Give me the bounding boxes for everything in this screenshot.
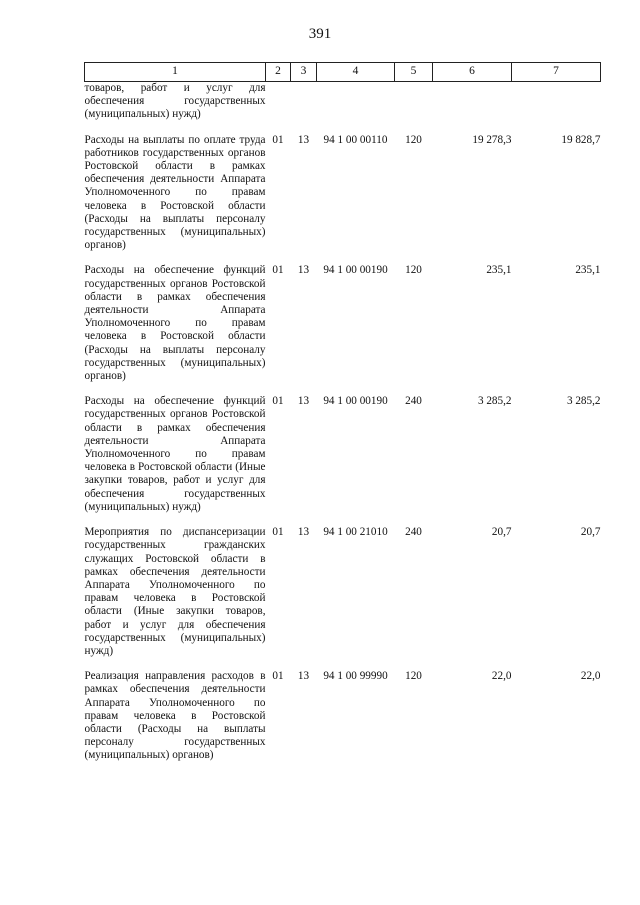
column-header-2: 2 [266,63,291,82]
amount-year-1: 22,0 [491,670,512,683]
expense-type-code: 240 [405,526,422,539]
amount-year-2: 20,7 [580,526,601,539]
column-header-1: 1 [85,63,266,82]
target-article-code: 94 1 00 21010 [323,526,388,539]
column-header-6: 6 [433,63,512,82]
row-description: Расходы на выплаты по оплате труда работников государственных органов Ростовской области в рамках обеспечения деятельности Аппарата Уполномоченного по правам человека в Ростовской области (Расходы на выплаты персоналу государственных (муниципальных) органов) [84,133,266,252]
page-number: 391 [308,26,332,42]
section-code: 01 [272,526,284,539]
column-header-5: 5 [395,63,433,82]
row-description: товаров, работ и услуг для обеспечения государственных (муниципальных) нужд) [84,82,266,121]
row-description: Мероприятия по диспансеризации государственных гражданских служащих Ростовской области в рамках обеспечения деятельности Аппарата Уполномоченного по правам человека в Ростовской области (Иные закупки товаров, работ и услуг для обеспечения государственных (муниципальных) нужд) [84,526,266,657]
table-row [85,258,601,389]
target-article-code: 94 1 00 00110 [323,133,388,146]
target-article-code: 94 1 00 99990 [323,670,388,683]
row-description: Расходы на обеспечение функций государственных органов Ростовской области в рамках обеспечения деятельности Аппарата Уполномоченного по правам человека в Ростовской области (Иные закупки товаров, работ и услуг для обеспечения государственных (муниципальных) нужд) [84,395,266,513]
expense-type-code: 120 [405,264,422,277]
amount-year-1: 3 285,2 [477,395,512,408]
row-description: Расходы на обеспечение функций государственных органов Ростовской области в рамках обеспечения деятельности Аппарата Уполномоченного по правам человека в Ростовской области (Расходы на выплаты персоналу государственных (муниципальных) органов) [84,264,266,383]
subsection-code: 13 [297,395,310,408]
expense-type-code: 120 [405,670,422,683]
expense-type-code [395,82,433,128]
expense-type-code: 120 [405,133,422,146]
expense-type-code: 240 [405,395,422,408]
table-row [85,664,601,768]
target-article-code: 94 1 00 00190 [323,264,388,277]
amount-year-2: 19 828,7 [561,133,601,146]
section-code: 01 [272,133,284,146]
subsection-code [291,82,317,128]
table-row [85,82,601,128]
row-description: Реализация направления расходов в рамках обеспечения деятельности Аппарата Уполномоченного по правам человека в Ростовской области (Расходы на выплаты персоналу государственных (муниципальных) органов) [84,670,266,762]
section-code [266,82,291,128]
amount-year-2 [512,82,601,128]
column-header-3: 3 [291,63,317,82]
section-code: 01 [272,670,284,683]
amount-year-1: 235,1 [486,264,512,277]
target-article-code [317,82,395,128]
table-row [85,128,601,259]
subsection-code: 13 [297,670,310,683]
column-number-row [85,63,601,82]
section-code: 01 [272,395,284,408]
column-header-4: 4 [317,63,395,82]
amount-year-1 [433,82,512,128]
amount-year-2: 22,0 [580,670,601,683]
table-row [85,389,601,520]
amount-year-2: 3 285,2 [566,395,601,408]
amount-year-1: 19 278,3 [472,133,512,146]
budget-table [84,62,601,769]
amount-year-2: 235,1 [575,264,601,277]
section-code: 01 [272,264,284,277]
table-row [85,520,601,664]
target-article-code: 94 1 00 00190 [323,395,388,408]
column-header-7: 7 [512,63,601,82]
subsection-code: 13 [297,264,310,277]
subsection-code: 13 [297,133,310,146]
subsection-code: 13 [297,526,310,539]
amount-year-1: 20,7 [491,526,512,539]
